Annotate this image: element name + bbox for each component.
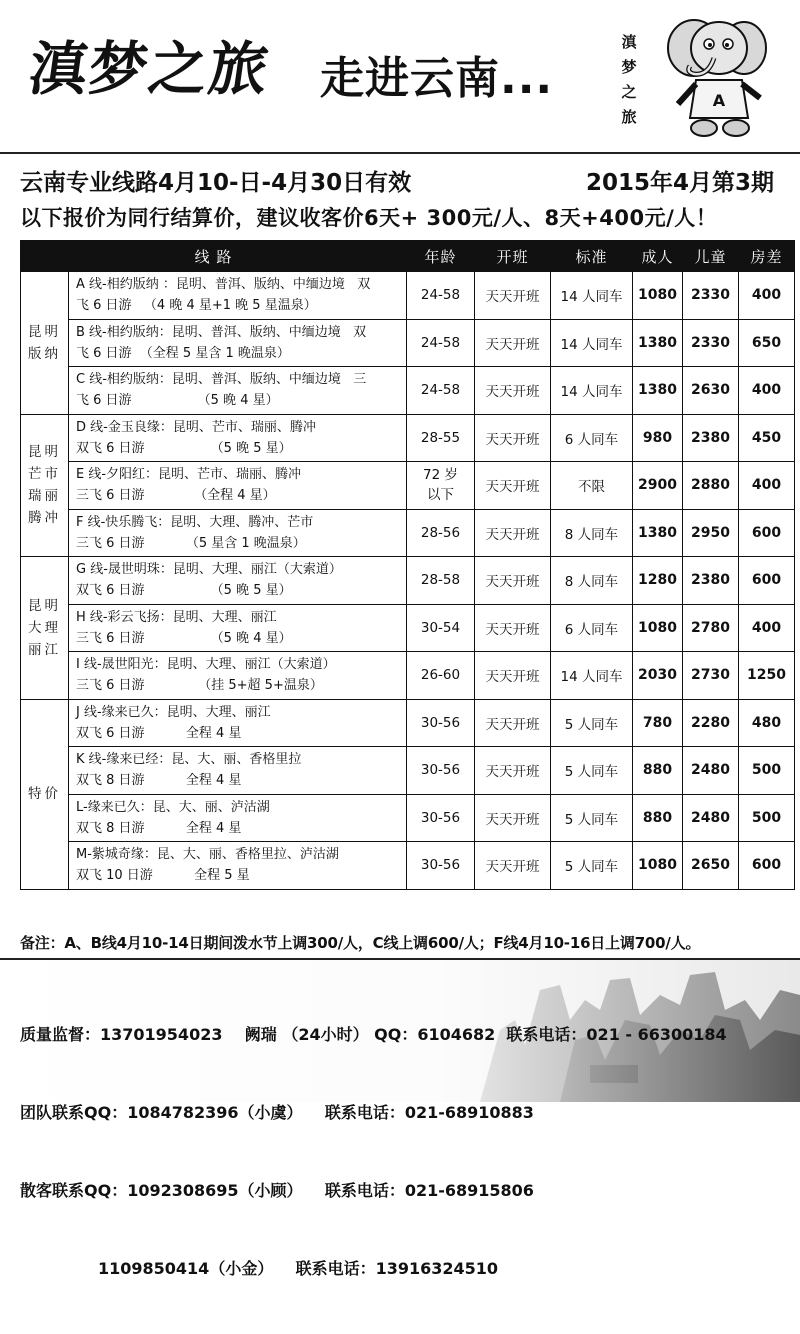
route-cell: D 线-金玉良缘：昆明、芒市、瑞丽、腾冲 双飞 6 日游 （5 晚 5 星）	[69, 414, 407, 462]
standard-cell: 不限	[551, 462, 633, 510]
route-cell: I 线-晟世阳光：昆明、大理、丽江（大索道） 三飞 6 日游 （挂 5+超 5+温泉）	[69, 652, 407, 700]
vertical-brand	[618, 30, 640, 130]
age-cell: 24-58	[407, 319, 475, 367]
title-bar	[0, 158, 800, 228]
schedule-cell: 天天开班	[475, 319, 551, 367]
route-cell: E 线-夕阳红：昆明、芒市、瑞丽、腾冲 三飞 6 日游 （全程 4 星）	[69, 462, 407, 510]
schedule-cell: 天天开班	[475, 699, 551, 747]
route-cell: B 线-相约版纳：昆明、普洱、版纳、中缅边境 双 飞 6 日游 （全程 5 星含 1 晚温泉）	[69, 319, 407, 367]
table-header-row	[21, 241, 795, 272]
age-cell: 28-56	[407, 509, 475, 557]
child-price-cell: 2480	[683, 747, 739, 795]
table-row	[21, 319, 795, 367]
child-price-cell: 2330	[683, 272, 739, 320]
standard-cell: 6 人同车	[551, 414, 633, 462]
adult-price-cell: 1080	[633, 604, 683, 652]
standard-cell: 5 人同车	[551, 842, 633, 890]
room-diff-cell: 480	[739, 699, 795, 747]
column-header: 儿童	[683, 241, 739, 272]
standard-cell: 14 人同车	[551, 367, 633, 415]
child-price-cell: 2330	[683, 319, 739, 367]
age-cell: 30-56	[407, 842, 475, 890]
child-price-cell: 2380	[683, 414, 739, 462]
child-price-cell: 2630	[683, 367, 739, 415]
child-price-cell: 2480	[683, 794, 739, 842]
room-diff-cell: 600	[739, 842, 795, 890]
route-cell: G 线-晟世明珠：昆明、大理、丽江（大索道） 双飞 6 日游 （5 晚 5 星）	[69, 557, 407, 605]
age-cell: 72 岁 以下	[407, 462, 475, 510]
age-cell: 30-56	[407, 794, 475, 842]
contact-line: 质量监督：13701954023 阙瑞 （24小时） QQ：6104682 联系电话：021 - 66300184	[20, 1025, 727, 1044]
room-diff-cell: 600	[739, 557, 795, 605]
schedule-cell: 天天开班	[475, 652, 551, 700]
vertical-brand-char: 滇	[621, 33, 637, 51]
contact-line: 团队联系QQ：1084782396（小虞） 联系电话：021-68910883	[20, 1103, 534, 1122]
schedule-cell: 天天开班	[475, 509, 551, 557]
route-cell: K 线-缘来已经：昆、大、丽、香格里拉 双飞 8 日游 全程 4 星	[69, 747, 407, 795]
adult-price-cell: 980	[633, 414, 683, 462]
mascot-badge: A	[712, 91, 726, 110]
adult-price-cell: 2030	[633, 652, 683, 700]
schedule-cell: 天天开班	[475, 557, 551, 605]
adult-price-cell: 1380	[633, 509, 683, 557]
adult-price-cell: 780	[633, 699, 683, 747]
table-row	[21, 794, 795, 842]
age-cell: 30-54	[407, 604, 475, 652]
adult-price-cell: 1080	[633, 842, 683, 890]
schedule-cell: 天天开班	[475, 367, 551, 415]
route-cell: L-缘来已久：昆、大、丽、泸沽湖 双飞 8 日游 全程 4 星	[69, 794, 407, 842]
schedule-cell: 天天开班	[475, 842, 551, 890]
child-price-cell: 2730	[683, 652, 739, 700]
remark-note: 备注：A、B线4月10-14日期间泼水节上调300/人，C线上调600/人；F线4月10-16日上调700/人。	[20, 934, 701, 952]
age-cell: 26-60	[407, 652, 475, 700]
price-note: 以下报价为同行结算价，建议收客价6天+ 300元/人、8天+400元/人！	[20, 206, 718, 230]
child-price-cell: 2950	[683, 509, 739, 557]
age-cell: 30-56	[407, 699, 475, 747]
brand-title: 滇梦之旅	[24, 35, 275, 103]
age-cell: 24-58	[407, 272, 475, 320]
adult-price-cell: 1380	[633, 319, 683, 367]
vertical-brand-char: 之	[621, 83, 637, 101]
room-diff-cell: 500	[739, 794, 795, 842]
schedule-cell: 天天开班	[475, 462, 551, 510]
standard-cell: 5 人同车	[551, 794, 633, 842]
issue-title: 2015年4月第3期	[585, 170, 774, 196]
route-cell: J 线-缘来已久：昆明、大理、丽江 双飞 6 日游 全程 4 星	[69, 699, 407, 747]
schedule-cell: 天天开班	[475, 747, 551, 795]
schedule-cell: 天天开班	[475, 794, 551, 842]
child-price-cell: 2280	[683, 699, 739, 747]
schedule-cell: 天天开班	[475, 604, 551, 652]
child-price-cell: 2650	[683, 842, 739, 890]
validity-title: 云南专业线路4月10-日-4月30日有效	[20, 170, 412, 196]
column-header: 线 路	[21, 241, 407, 272]
age-cell: 30-56	[407, 747, 475, 795]
column-header: 房差	[739, 241, 795, 272]
table-row	[21, 509, 795, 557]
child-price-cell: 2880	[683, 462, 739, 510]
price-table	[20, 240, 795, 890]
table-row	[21, 367, 795, 415]
route-cell: F 线-快乐腾飞：昆明、大理、腾冲、芒市 三飞 6 日游 （5 星含 1 晚温泉）	[69, 509, 407, 557]
age-cell: 28-58	[407, 557, 475, 605]
contact-line: 散客联系QQ：1092308695（小顾） 联系电话：021-68915806	[20, 1181, 534, 1200]
standard-cell: 5 人同车	[551, 699, 633, 747]
route-cell: C 线-相约版纳：昆明、普洱、版纳、中缅边境 三 飞 6 日游 （5 晚 4 星）	[69, 367, 407, 415]
schedule-cell: 天天开班	[475, 272, 551, 320]
contacts	[20, 970, 727, 1334]
elephant-mascot-icon	[664, 8, 768, 142]
standard-cell: 14 人同车	[551, 272, 633, 320]
column-header: 标准	[551, 241, 633, 272]
footer	[0, 958, 800, 1278]
standard-cell: 8 人同车	[551, 557, 633, 605]
header	[0, 0, 800, 154]
contact-line: 1109850414（小金） 联系电话：13916324510	[20, 1259, 499, 1278]
room-diff-cell: 500	[739, 747, 795, 795]
schedule-cell: 天天开班	[475, 414, 551, 462]
table-row	[21, 414, 795, 462]
room-diff-cell: 400	[739, 367, 795, 415]
standard-cell: 5 人同车	[551, 747, 633, 795]
vertical-brand-char: 梦	[621, 58, 637, 76]
table-row	[21, 747, 795, 795]
room-diff-cell: 400	[739, 604, 795, 652]
table-body	[21, 272, 795, 890]
standard-cell: 14 人同车	[551, 319, 633, 367]
age-cell: 24-58	[407, 367, 475, 415]
table-row	[21, 272, 795, 320]
table-row	[21, 652, 795, 700]
adult-price-cell: 880	[633, 747, 683, 795]
room-diff-cell: 400	[739, 462, 795, 510]
adult-price-cell: 2900	[633, 462, 683, 510]
region-cell: 特价	[21, 699, 69, 889]
adult-price-cell: 880	[633, 794, 683, 842]
region-cell: 昆明 版纳	[21, 272, 69, 415]
column-header: 开班	[475, 241, 551, 272]
child-price-cell: 2780	[683, 604, 739, 652]
room-diff-cell: 1250	[739, 652, 795, 700]
column-header: 年龄	[407, 241, 475, 272]
standard-cell: 8 人同车	[551, 509, 633, 557]
vertical-brand-char: 旅	[621, 108, 637, 126]
route-cell: A 线-相约版纳 ：昆明、普洱、版纳、中缅边境 双 飞 6 日游 （4 晚 4 星+1 晚 5 星温泉）	[69, 272, 407, 320]
adult-price-cell: 1280	[633, 557, 683, 605]
room-diff-cell: 450	[739, 414, 795, 462]
standard-cell: 6 人同车	[551, 604, 633, 652]
region-cell: 昆明 大理 丽江	[21, 557, 69, 700]
table-row	[21, 557, 795, 605]
table-row	[21, 604, 795, 652]
adult-price-cell: 1380	[633, 367, 683, 415]
room-diff-cell: 400	[739, 272, 795, 320]
column-header: 成人	[633, 241, 683, 272]
slogan: 走进云南...	[320, 53, 554, 104]
standard-cell: 14 人同车	[551, 652, 633, 700]
table-row	[21, 842, 795, 890]
route-cell: H 线-彩云飞扬：昆明、大理、丽江 三飞 6 日游 （5 晚 4 星）	[69, 604, 407, 652]
adult-price-cell: 1080	[633, 272, 683, 320]
route-cell: M-紫城奇缘：昆、大、丽、香格里拉、泸沽湖 双飞 10 日游 全程 5 星	[69, 842, 407, 890]
table-row	[21, 462, 795, 510]
region-cell: 昆明 芒市 瑞丽 腾冲	[21, 414, 69, 557]
room-diff-cell: 600	[739, 509, 795, 557]
room-diff-cell: 650	[739, 319, 795, 367]
table-row	[21, 699, 795, 747]
child-price-cell: 2380	[683, 557, 739, 605]
age-cell: 28-55	[407, 414, 475, 462]
